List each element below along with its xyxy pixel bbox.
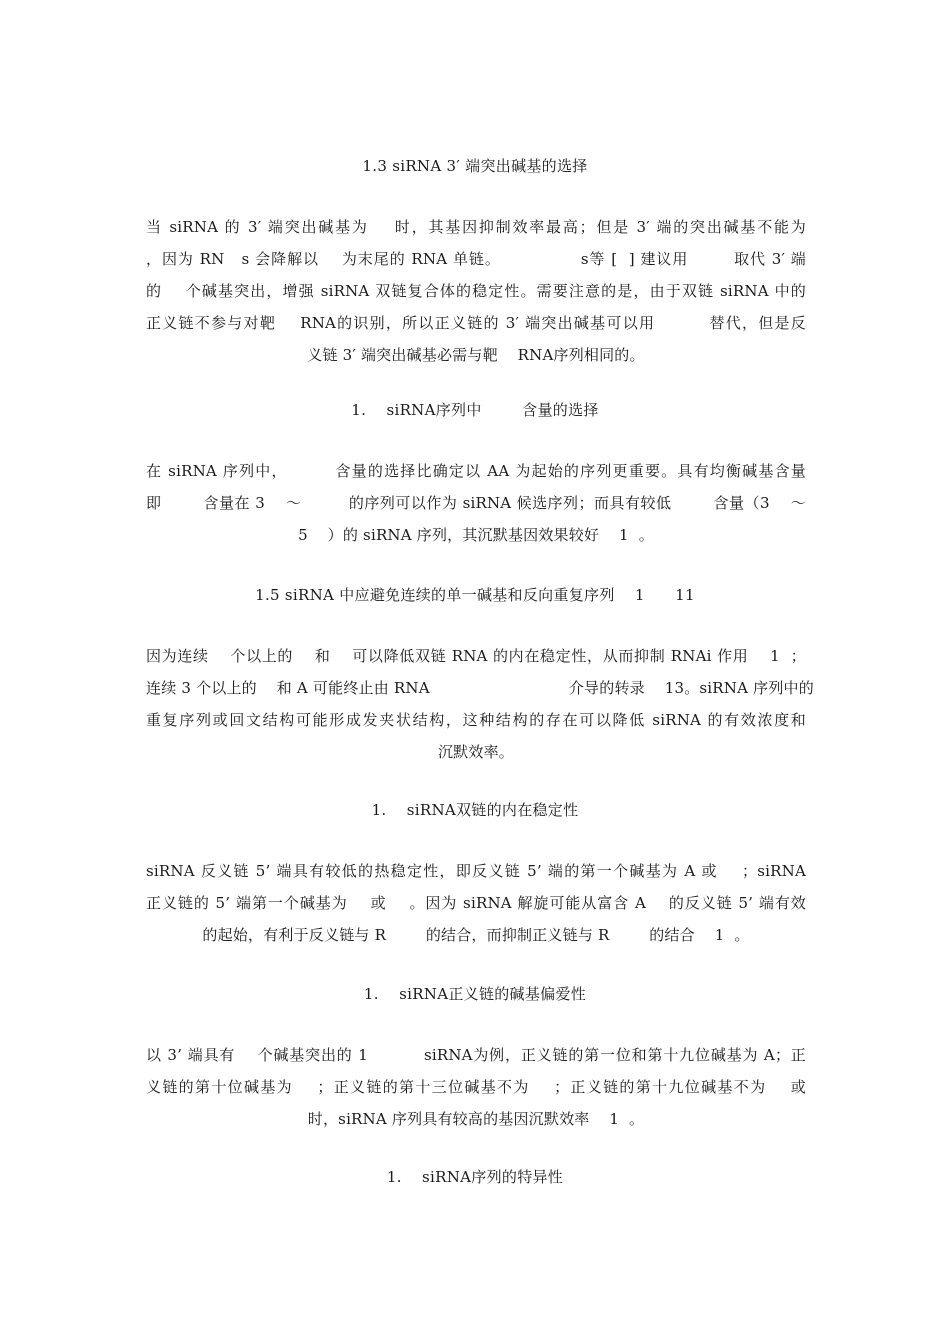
paragraph-line: 正义链不参与对靶 RNA的识别，所以正义链的 3′ 端突出碱基可以用 替代，但是反: [146, 314, 806, 332]
paragraph-line: 连续 3 个以上的 和 A 可能终止由 RNA 介导的转录 13。siRNA 序列中的: [146, 679, 814, 697]
section-heading-1-5: 1.5 siRNA 中应避免连续的单一碱基和反向重复序列 1 11: [255, 586, 695, 604]
paragraph-repeat-avoidance: [146, 640, 814, 768]
paragraph-line: 因为连续 个以上的 和 可以降低双链 RNA 的内在稳定性，从而抑制 RNAi 作用 1 ；: [146, 647, 806, 665]
paragraph-line: 重复序列或回文结构可能形成发夹状结构，这种结构的存在可以降低 siRNA 的有效浓度和: [146, 711, 806, 729]
paragraph-line: 即 含量在 3 ～ 的序列可以作为 siRNA 候选序列；而具有较低 含量（3 ～: [146, 494, 806, 512]
section-heading-specificity: 1. siRNA序列的特异性: [386, 1168, 564, 1186]
paragraph-line: 当 siRNA 的 3′ 端突出碱基为 时，其基因抑制效率最高；但是 3′ 端的突出碱基不能为: [146, 218, 806, 236]
section-heading-gc-content: 1. siRNA序列中 含量的选择: [351, 401, 599, 419]
paragraph-line: 义链 3′ 端突出碱基必需与靶 RNA序列相同的。: [307, 346, 645, 364]
section-heading-base-preference: 1. siRNA正义链的碱基偏爱性: [363, 985, 587, 1003]
paragraph-line: 在 siRNA 序列中， 含量的选择比确定以 AA 为起始的序列更重要。具有均衡碱基含量: [146, 462, 806, 480]
paragraph-line: 义链的第十位碱基为 ；正义链的第十三位碱基不为 ；正义链的第十九位碱基不为 或: [146, 1078, 806, 1096]
section-heading-stability: 1. siRNA双链的内在稳定性: [371, 801, 579, 819]
paragraph-line: 以 3’ 端具有 个碱基突出的 1 siRNA为例，正义链的第一位和第十九位碱基为 A；正: [146, 1046, 806, 1064]
paragraph-line: 沉默效率。: [437, 743, 514, 761]
paragraph-line: 的起始，有利于反义链与 R 的结合，而抑制正义链与 R 的结合 1 。: [202, 926, 750, 944]
paragraph-gc-content: [146, 455, 806, 551]
paragraph-line: ，因为 RN s 会降解以 为末尾的 RNA 单链。 s等 [ ] 建议用 取代 3′ 端: [146, 250, 806, 268]
section-heading-1-3: 1.3 siRNA 3′ 端突出碱基的选择: [362, 157, 588, 175]
paragraph-line: 的 个碱基突出，增强 siRNA 双链复合体的稳定性。需要注意的是，由于双链 siRNA 中的: [146, 282, 806, 300]
paragraph-line: 5 ）的 siRNA 序列，其沉默基因效果较好 1 。: [298, 526, 654, 544]
paragraph-line: siRNA 反义链 5’ 端具有较低的热稳定性，即反义链 5’ 端的第一个碱基为 A 或 ；siRNA: [146, 862, 806, 880]
paragraph-stability: [146, 855, 806, 951]
paragraph-line: 时，siRNA 序列具有较高的基因沉默效率 1 。: [307, 1110, 645, 1128]
paragraph-base-preference: [146, 1039, 806, 1135]
paragraph-overhang-selection: [146, 211, 806, 371]
paragraph-line: 正义链的 5’ 端第一个碱基为 或 。因为 siRNA 解旋可能从富含 A 的反义链 5’ 端有效: [146, 894, 806, 912]
